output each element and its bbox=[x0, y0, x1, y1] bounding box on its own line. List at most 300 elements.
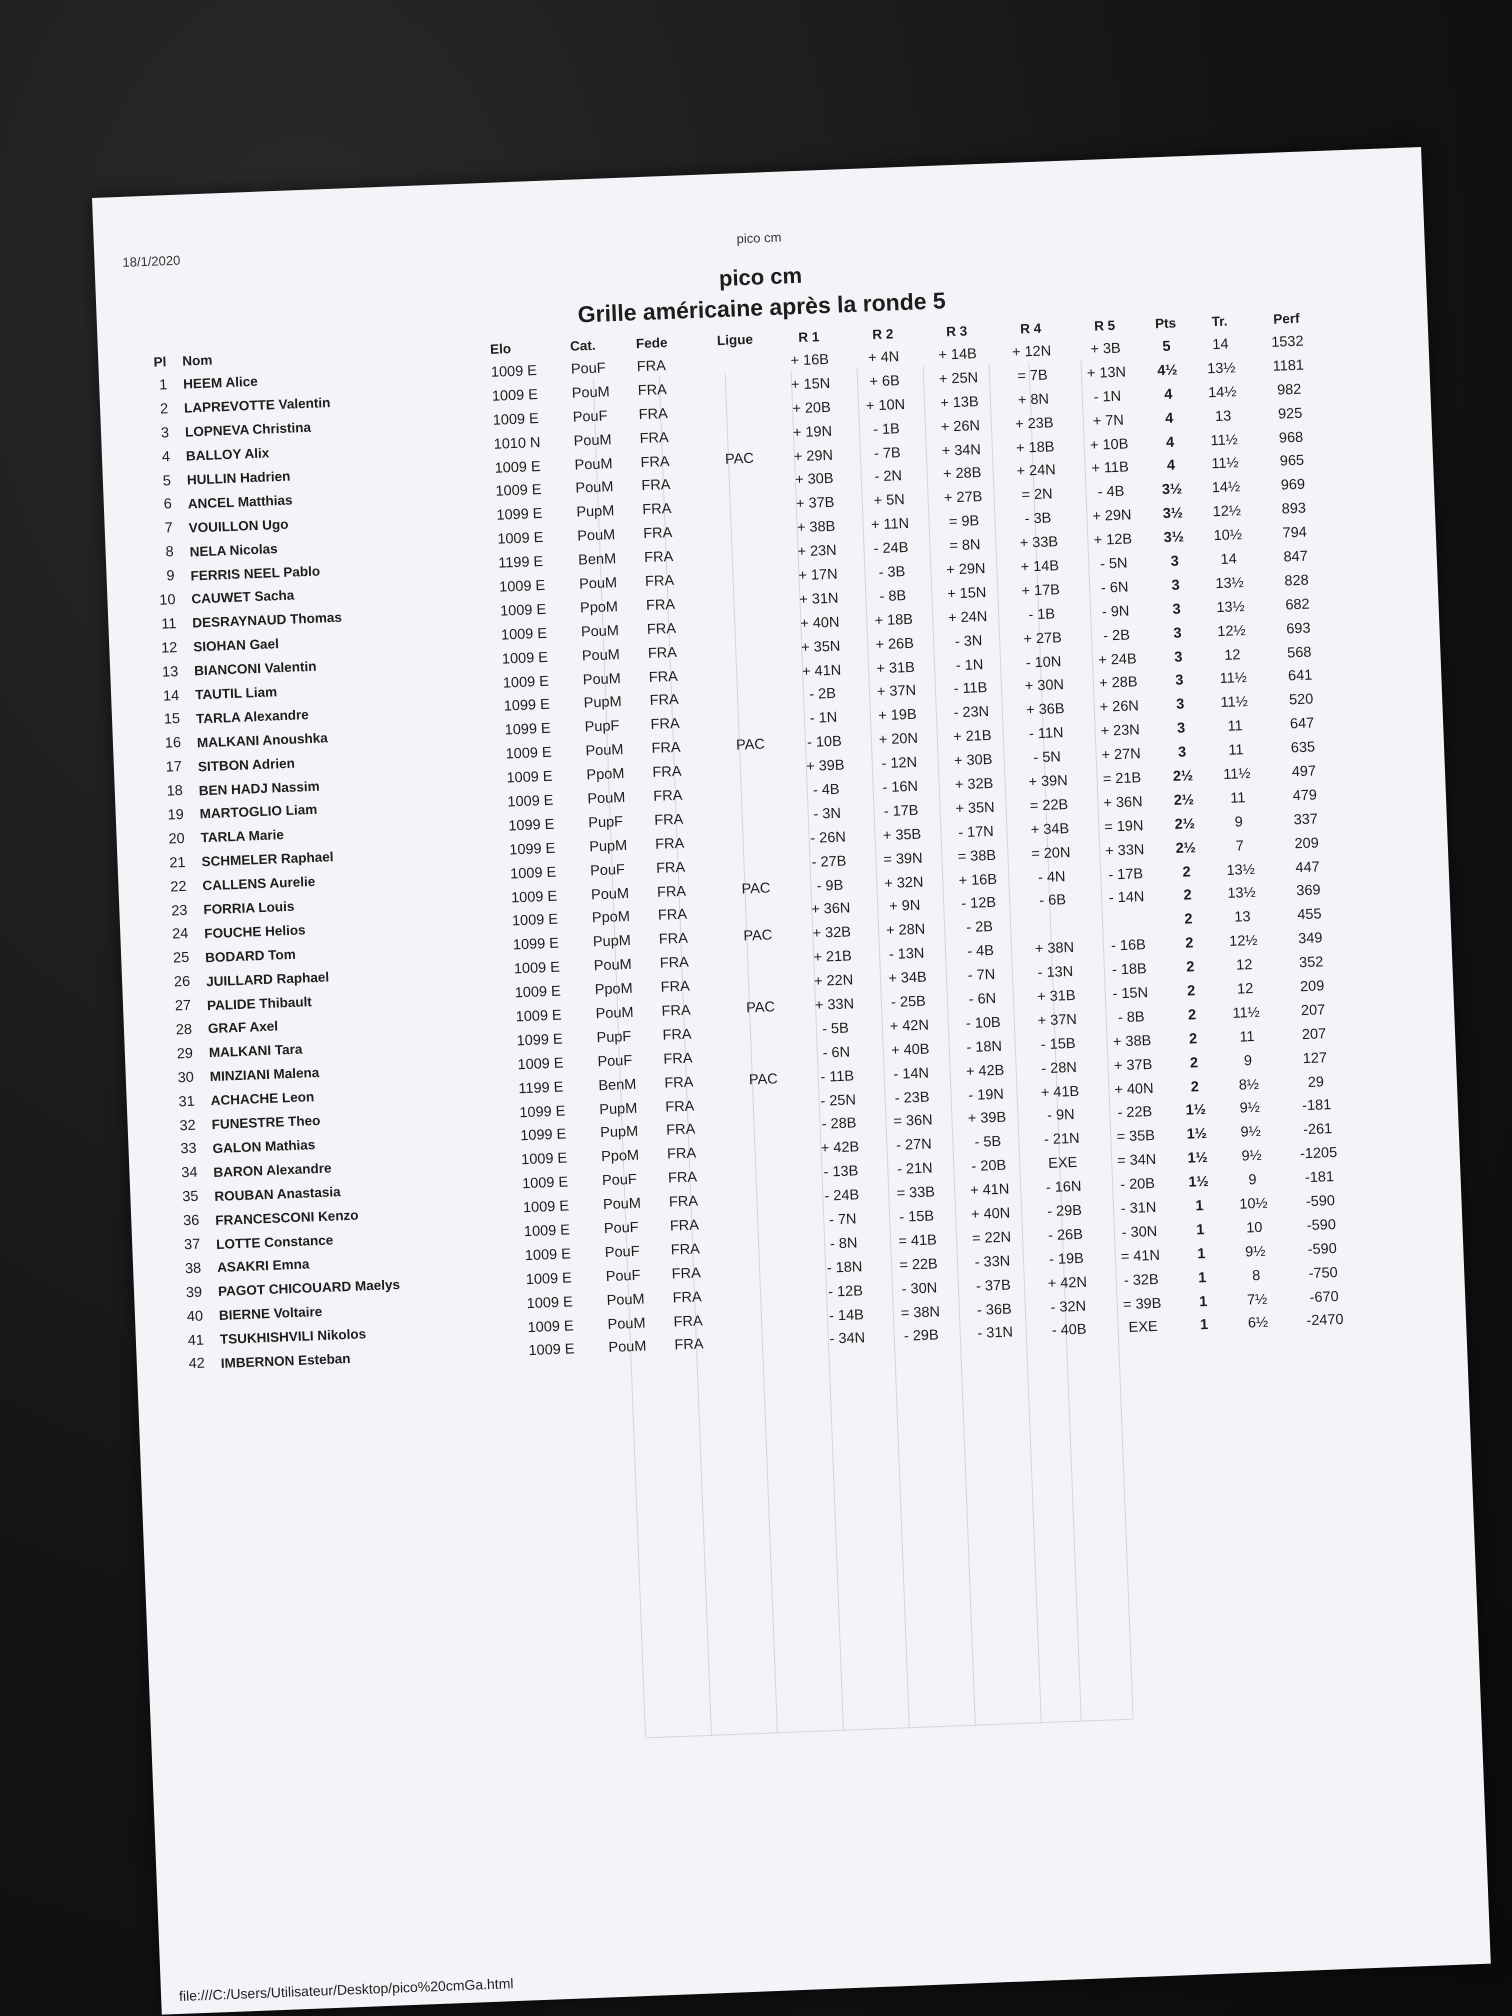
cell-r2: + 40B bbox=[890, 1041, 930, 1059]
cell-perf: 965 bbox=[1279, 453, 1305, 470]
cell-pl: 37 bbox=[183, 1236, 201, 1254]
cell-fede: FRA bbox=[640, 453, 670, 471]
cell-perf: 447 bbox=[1295, 858, 1320, 876]
cell-ligue bbox=[736, 1329, 811, 1356]
cell-r1: + 32B bbox=[812, 924, 852, 943]
cell-fede: FRA bbox=[671, 1265, 702, 1283]
cell-r2: + 35B bbox=[882, 826, 922, 844]
cell-r1: - 18N bbox=[826, 1259, 863, 1277]
cell-tr: 13½ bbox=[1226, 861, 1256, 879]
cell-perf: -2470 bbox=[1306, 1312, 1344, 1330]
cell-tr: 11 bbox=[1239, 1028, 1255, 1046]
cell-perf: 1181 bbox=[1272, 357, 1305, 375]
cell-r1: - 5B bbox=[821, 1020, 850, 1038]
cell-pts: 4 bbox=[1165, 434, 1175, 451]
cell-ligue bbox=[714, 756, 789, 783]
document-title: pico cm bbox=[718, 262, 803, 291]
cell-r1: - 8N bbox=[829, 1235, 858, 1253]
cell-cat: PouM bbox=[590, 885, 630, 903]
cell-perf: 693 bbox=[1286, 620, 1311, 638]
cell-r1: - 28B bbox=[821, 1115, 857, 1134]
cell-elo: 1009 E bbox=[520, 1150, 568, 1169]
cell-r5: - 22B bbox=[1117, 1104, 1153, 1122]
cell-cat: BenM bbox=[577, 551, 617, 569]
cell-elo: 1009 E bbox=[506, 768, 553, 787]
cell-r4: - 21N bbox=[1043, 1131, 1080, 1149]
cell-r3: - 2B bbox=[966, 919, 994, 937]
cell-cat: PupM bbox=[599, 1124, 639, 1142]
print-date: 18/1/2020 bbox=[122, 252, 181, 270]
cell-r5: - 6N bbox=[1100, 579, 1129, 597]
cell-r2: - 7B bbox=[873, 444, 901, 462]
cell-r1: - 26N bbox=[810, 829, 847, 847]
cell-r5: - 8B bbox=[1117, 1009, 1145, 1027]
cell-r1: - 10B bbox=[806, 733, 843, 752]
cell-fede: FRA bbox=[667, 1169, 698, 1187]
cell-pl: 24 bbox=[171, 926, 189, 943]
table-body bbox=[125, 329, 1363, 1378]
cell-perf: 893 bbox=[1281, 500, 1307, 518]
cell-r4: + 17B bbox=[1021, 581, 1061, 600]
cell-fede: FRA bbox=[654, 835, 685, 853]
cell-perf: 349 bbox=[1297, 930, 1323, 948]
cell-ligue bbox=[709, 636, 784, 663]
cell-r2: + 26B bbox=[875, 635, 915, 653]
cell-cat: PouM bbox=[574, 455, 613, 474]
cell-ligue bbox=[704, 493, 779, 520]
cell-pts: 3 bbox=[1172, 601, 1181, 618]
cell-r2: + 4N bbox=[867, 349, 900, 367]
cell-elo: 1009 E bbox=[528, 1341, 575, 1360]
cell-fede: FRA bbox=[648, 668, 679, 686]
cell-perf: 641 bbox=[1287, 667, 1313, 685]
cell-r4: + 34B bbox=[1030, 820, 1070, 839]
cell-fede: FRA bbox=[668, 1193, 699, 1211]
cell-pl: 14 bbox=[162, 687, 180, 705]
cell-tr: 8 bbox=[1251, 1267, 1261, 1284]
cell-r3: + 14B bbox=[938, 346, 978, 364]
cell-r2: + 42N bbox=[889, 1017, 930, 1035]
cell-tr: 7 bbox=[1235, 837, 1245, 855]
cell-fede: FRA bbox=[650, 716, 680, 734]
cell-pts: 1 bbox=[1196, 1221, 1205, 1239]
cell-ligue bbox=[703, 469, 778, 496]
cell-r5: - 18B bbox=[1111, 961, 1148, 979]
cell-pts: 4 bbox=[1164, 410, 1174, 427]
cell-fede: FRA bbox=[657, 907, 688, 925]
cell-tr: 14½ bbox=[1207, 383, 1237, 402]
cell-r2: = 41B bbox=[898, 1232, 938, 1250]
cell-fede: FRA bbox=[654, 811, 684, 829]
cell-perf: 479 bbox=[1292, 787, 1318, 805]
cell-elo: 1009 E bbox=[501, 649, 549, 668]
cell-r3: + 42B bbox=[965, 1062, 1005, 1080]
cell-r4: - 16N bbox=[1045, 1178, 1082, 1197]
cell-r5: + 11B bbox=[1091, 459, 1130, 478]
cell-r4: - 40B bbox=[1051, 1322, 1087, 1340]
cell-tr: 12 bbox=[1224, 646, 1241, 664]
cell-fede: FRA bbox=[665, 1098, 695, 1116]
cell-cat: PouM bbox=[575, 479, 614, 498]
cell-r1: - 25N bbox=[820, 1091, 857, 1110]
cell-r3: - 5B bbox=[974, 1134, 1002, 1152]
cell-ligue: PAC bbox=[741, 880, 771, 898]
cell-ligue: PAC bbox=[745, 999, 776, 1017]
cell-nom: LOPNEVA Christina bbox=[184, 419, 312, 440]
col-header-nom: Nom bbox=[182, 352, 213, 369]
cell-r5: + 3B bbox=[1090, 340, 1121, 358]
cell-r5: - 17B bbox=[1108, 865, 1144, 884]
cell-fede: FRA bbox=[669, 1217, 700, 1235]
cell-pts: 2 bbox=[1187, 1007, 1197, 1024]
cell-cat: PouM bbox=[571, 384, 611, 402]
cell-nom: FRANCESCONI Kenzo bbox=[215, 1207, 359, 1228]
cell-pts: 3½ bbox=[1162, 505, 1184, 523]
cell-r3: = 38B bbox=[957, 847, 997, 865]
col-header-elo: Elo bbox=[489, 340, 512, 357]
cell-elo: 1099 E bbox=[520, 1126, 567, 1145]
cell-pts: 1 bbox=[1197, 1269, 1207, 1286]
cell-elo: 1009 E bbox=[513, 959, 561, 978]
cell-r3: + 21B bbox=[952, 728, 992, 746]
cell-cat: PouF bbox=[589, 861, 626, 880]
cell-pts: 1 bbox=[1198, 1293, 1208, 1310]
cell-r3: + 26N bbox=[940, 417, 981, 436]
cell-r4: - 6B bbox=[1039, 892, 1067, 910]
cell-cat: PouM bbox=[606, 1291, 645, 1309]
cell-cat: PupM bbox=[583, 694, 622, 712]
cell-elo: 1009 E bbox=[507, 792, 554, 811]
cell-pts: 1½ bbox=[1188, 1173, 1209, 1191]
cell-r2: + 9N bbox=[888, 898, 921, 916]
cell-perf: 337 bbox=[1293, 811, 1319, 829]
cell-r4: + 41B bbox=[1040, 1083, 1080, 1101]
cell-r4: + 38N bbox=[1034, 940, 1075, 958]
cell-ligue bbox=[732, 1233, 807, 1260]
cell-r4: + 24N bbox=[1016, 462, 1057, 481]
cell-elo: 1009 E bbox=[524, 1246, 572, 1265]
cell-r5: - 16B bbox=[1110, 937, 1147, 955]
cell-nom: BIERNE Voltaire bbox=[218, 1304, 323, 1324]
cell-nom: FUNESTRE Theo bbox=[211, 1112, 321, 1133]
cell-r1: + 30B bbox=[794, 471, 834, 489]
cell-pts: 2½ bbox=[1175, 839, 1197, 857]
cell-fede: FRA bbox=[642, 501, 672, 519]
cell-elo: 1009 E bbox=[500, 625, 548, 644]
cell-nom: GALON Mathias bbox=[212, 1137, 316, 1157]
cell-pts: 1½ bbox=[1185, 1102, 1207, 1120]
cell-fede: FRA bbox=[647, 644, 678, 662]
cell-r5: EXE bbox=[1128, 1319, 1158, 1337]
cell-tr: 11 bbox=[1228, 742, 1244, 759]
cell-tr: 7½ bbox=[1246, 1291, 1268, 1309]
cell-r3: + 24N bbox=[947, 608, 988, 627]
cell-r5 bbox=[1090, 909, 1165, 936]
cell-perf: 982 bbox=[1276, 381, 1302, 399]
cell-pl: 42 bbox=[188, 1355, 206, 1373]
cell-tr: 13½ bbox=[1227, 885, 1256, 903]
cell-r4: - 3B bbox=[1024, 510, 1052, 528]
cell-pts: 2 bbox=[1185, 935, 1194, 952]
cell-r3: + 15N bbox=[946, 584, 987, 603]
cell-r2: + 20N bbox=[878, 730, 919, 749]
cell-ligue bbox=[717, 827, 792, 854]
cell-r5: + 29N bbox=[1092, 507, 1132, 525]
cell-cat: PpoM bbox=[586, 766, 625, 784]
cell-r5: - 9N bbox=[1101, 603, 1130, 621]
cell-fede: FRA bbox=[643, 549, 674, 567]
cell-r3: + 35N bbox=[955, 799, 995, 818]
cell-nom: ACHACHE Leon bbox=[210, 1089, 315, 1109]
cell-r3: - 6N bbox=[968, 990, 997, 1008]
cell-r2: + 18B bbox=[874, 611, 914, 629]
cell-ligue bbox=[700, 398, 775, 425]
cell-elo: 1009 E bbox=[526, 1294, 574, 1312]
cell-r2: + 5N bbox=[873, 492, 906, 510]
cell-r5: + 23N bbox=[1100, 722, 1141, 740]
cell-r5: = 41N bbox=[1120, 1247, 1161, 1266]
cell-pl: 21 bbox=[169, 854, 186, 872]
cell-pl: 12 bbox=[160, 639, 178, 657]
cell-tr: 11½ bbox=[1210, 431, 1239, 449]
cell-ligue: PAC bbox=[724, 450, 755, 468]
cell-nom: HEEM Alice bbox=[182, 374, 258, 393]
cell-r2: - 21N bbox=[896, 1160, 933, 1179]
cell-pl: 26 bbox=[173, 974, 191, 991]
cell-perf: 29 bbox=[1307, 1073, 1325, 1091]
cell-elo: 1009 E bbox=[525, 1270, 573, 1288]
cell-ligue bbox=[707, 565, 782, 592]
cell-nom: MARTOGLIO Liam bbox=[199, 802, 318, 822]
cell-fede: FRA bbox=[672, 1289, 702, 1307]
cell-ligue bbox=[699, 374, 774, 401]
cell-nom: JUILLARD Raphael bbox=[205, 969, 330, 989]
cell-cat: PouM bbox=[577, 527, 616, 545]
cell-r5: + 28B bbox=[1098, 674, 1138, 693]
cell-ligue bbox=[708, 589, 783, 616]
cell-r3: - 20B bbox=[971, 1157, 1007, 1176]
cell-tr: 12 bbox=[1236, 980, 1254, 998]
cell-r2: + 19B bbox=[878, 707, 917, 725]
cell-r3: - 1N bbox=[955, 656, 984, 674]
cell-r4: + 31B bbox=[1036, 987, 1076, 1006]
cell-ligue bbox=[698, 350, 773, 377]
cell-r4: + 14B bbox=[1020, 558, 1060, 576]
cell-ligue bbox=[722, 971, 797, 998]
cell-r2: + 6B bbox=[869, 372, 901, 391]
cell-perf: 497 bbox=[1291, 763, 1317, 781]
cell-r5: - 15N bbox=[1112, 985, 1149, 1003]
cell-fede: FRA bbox=[651, 740, 681, 758]
cell-r4: = 7B bbox=[1017, 367, 1048, 385]
cell-r1: - 6N bbox=[822, 1044, 851, 1062]
cell-r2: - 3B bbox=[878, 564, 906, 582]
cell-perf: -181 bbox=[1304, 1169, 1335, 1187]
cell-perf: 520 bbox=[1288, 691, 1314, 709]
col-header-perf: Perf bbox=[1273, 310, 1300, 327]
cell-tr: 11½ bbox=[1211, 455, 1239, 473]
cell-r3: - 4B bbox=[966, 943, 995, 961]
cell-pl: 39 bbox=[185, 1284, 203, 1301]
cell-r5: = 21B bbox=[1102, 770, 1142, 788]
cell-r1: - 2B bbox=[809, 686, 837, 704]
cell-tr: 11 bbox=[1227, 718, 1243, 735]
cell-tr: 13½ bbox=[1215, 574, 1245, 592]
cell-r1: - 14B bbox=[828, 1306, 865, 1325]
cell-pts: 2 bbox=[1182, 863, 1192, 881]
cell-cat: PouM bbox=[573, 431, 612, 450]
cell-r4: + 39N bbox=[1028, 772, 1068, 791]
cell-r4: - 4N bbox=[1037, 868, 1066, 886]
cell-perf: 969 bbox=[1280, 476, 1306, 494]
cell-nom: MINZIANI Malena bbox=[209, 1065, 320, 1085]
cell-nom: TARLA Alexandre bbox=[195, 706, 310, 727]
cell-pl: 36 bbox=[182, 1212, 200, 1230]
cell-tr: 9½ bbox=[1239, 1100, 1261, 1118]
cell-tr: 12 bbox=[1235, 957, 1253, 974]
cell-r2: = 22B bbox=[899, 1256, 938, 1274]
cell-pl: 1 bbox=[158, 377, 168, 394]
cell-r5: = 19N bbox=[1104, 817, 1144, 836]
cell-perf: 207 bbox=[1301, 1026, 1327, 1043]
cell-ligue bbox=[718, 851, 793, 878]
cell-r4: + 37N bbox=[1037, 1011, 1078, 1030]
cell-pl: 4 bbox=[161, 448, 171, 466]
cell-r3: - 11B bbox=[953, 680, 988, 698]
cell-nom: TARLA Marie bbox=[200, 827, 285, 846]
cell-pts: 3½ bbox=[1161, 481, 1183, 499]
cell-r3: - 31N bbox=[977, 1324, 1014, 1343]
cell-pl: 19 bbox=[167, 806, 185, 824]
cell-ligue bbox=[728, 1114, 803, 1141]
document-subtitle: Grille américaine après la ronde 5 bbox=[577, 287, 947, 328]
cell-tr: 9½ bbox=[1240, 1124, 1262, 1141]
cell-r4: + 12N bbox=[1011, 343, 1052, 361]
cell-elo: 1009 E bbox=[492, 410, 540, 429]
cell-ligue bbox=[735, 1305, 810, 1332]
cell-r3: - 18N bbox=[966, 1038, 1003, 1056]
cell-r4: + 33B bbox=[1019, 534, 1059, 552]
cell-pl: 13 bbox=[161, 663, 179, 681]
cell-fede: FRA bbox=[638, 405, 669, 423]
cell-tr: 8½ bbox=[1238, 1076, 1260, 1094]
cell-perf: 794 bbox=[1282, 524, 1308, 542]
cell-r3: - 19N bbox=[968, 1086, 1005, 1104]
cell-pl: 18 bbox=[166, 783, 184, 800]
cell-r4: - 29B bbox=[1046, 1202, 1083, 1221]
cell-fede: FRA bbox=[666, 1145, 697, 1163]
cell-r1: - 34N bbox=[829, 1330, 866, 1348]
cell-r1: + 23N bbox=[797, 542, 837, 561]
cell-cat: PpoM bbox=[591, 909, 631, 927]
cell-r4: + 18B bbox=[1015, 438, 1055, 457]
cell-elo: 1009 E bbox=[522, 1198, 570, 1217]
cell-elo: 1199 E bbox=[498, 554, 544, 572]
cell-r1: + 38B bbox=[796, 518, 836, 537]
cell-tr: 13 bbox=[1214, 408, 1232, 425]
cell-r2: - 25B bbox=[890, 993, 927, 1011]
cell-r4: - 32N bbox=[1050, 1298, 1087, 1316]
cell-r2: + 34B bbox=[888, 969, 927, 988]
footer-file-path: file:///C:/Users/Utilisateur/Desktop/pico%20cmGa.html bbox=[178, 1975, 514, 2004]
cell-r3: + 34N bbox=[941, 441, 982, 460]
cell-cat: PupM bbox=[592, 933, 632, 951]
cell-perf: 127 bbox=[1302, 1049, 1328, 1067]
cell-r5: + 13N bbox=[1086, 364, 1127, 382]
cell-nom: VOUILLON Ugo bbox=[188, 516, 289, 536]
cell-nom: MALKANI Tara bbox=[208, 1041, 303, 1061]
cell-pts: 3 bbox=[1177, 744, 1187, 761]
cell-r1: + 41N bbox=[801, 662, 842, 680]
cell-pl: 28 bbox=[175, 1021, 193, 1039]
cell-cat: PupF bbox=[596, 1028, 632, 1047]
cell-r4: EXE bbox=[1047, 1155, 1078, 1173]
cell-perf: 647 bbox=[1289, 715, 1315, 733]
cell-r4: - 1B bbox=[1028, 606, 1056, 624]
cell-cat: PouM bbox=[595, 1004, 634, 1023]
cell-perf: 828 bbox=[1284, 572, 1309, 590]
cell-nom: CAUWET Sacha bbox=[191, 587, 295, 607]
cell-elo: 1009 E bbox=[527, 1317, 574, 1336]
cell-cat: PouM bbox=[602, 1195, 642, 1214]
cell-ligue bbox=[712, 708, 787, 735]
cell-r4: = 22B bbox=[1029, 796, 1069, 815]
cell-nom: SIOHAN Gael bbox=[193, 636, 280, 655]
cell-perf: -590 bbox=[1306, 1216, 1337, 1235]
cell-pts: 3 bbox=[1174, 672, 1184, 690]
cell-r1: + 17N bbox=[798, 566, 838, 585]
cell-elo: 1009 E bbox=[499, 601, 547, 620]
cell-r2: = 38N bbox=[900, 1303, 941, 1322]
cell-elo: 1009 E bbox=[490, 362, 538, 381]
cell-pts: 1½ bbox=[1187, 1150, 1209, 1167]
cell-perf: 209 bbox=[1299, 978, 1325, 996]
cell-r1: - 3N bbox=[813, 805, 842, 823]
cell-ligue bbox=[731, 1209, 806, 1236]
cell-pl: 23 bbox=[170, 902, 188, 920]
cell-r2: + 11N bbox=[870, 516, 910, 534]
cell-pts: 2 bbox=[1184, 911, 1193, 928]
cell-tr: 12½ bbox=[1228, 933, 1258, 951]
cell-r4: - 26B bbox=[1047, 1226, 1084, 1244]
cell-tr: 9 bbox=[1243, 1052, 1253, 1070]
cell-cat: PupF bbox=[588, 813, 624, 832]
cell-elo: 1009 E bbox=[498, 577, 546, 596]
cell-tr: 14 bbox=[1212, 336, 1229, 354]
col-header-fede: Fede bbox=[635, 334, 668, 351]
cell-cat: PouF bbox=[603, 1219, 639, 1238]
cell-pl: 34 bbox=[181, 1165, 198, 1182]
cell-nom: PAGOT CHICOUARD Maelys bbox=[217, 1277, 401, 1300]
cell-pl: 16 bbox=[164, 735, 182, 752]
cell-tr: 12½ bbox=[1212, 503, 1242, 521]
cell-ligue bbox=[730, 1186, 805, 1213]
cell-r1: + 20B bbox=[792, 399, 832, 417]
cell-cat: PouF bbox=[605, 1267, 641, 1285]
cell-cat: PouM bbox=[585, 742, 624, 760]
cell-r1: - 7N bbox=[828, 1211, 857, 1229]
cell-tr: 13½ bbox=[1216, 598, 1245, 616]
cell-nom: TSUKHISHVILI Nikolos bbox=[219, 1326, 367, 1347]
cell-perf: 635 bbox=[1290, 739, 1316, 757]
cell-elo: 1010 N bbox=[493, 434, 541, 453]
cell-r4: + 8N bbox=[1017, 391, 1050, 409]
cell-r4: - 5N bbox=[1033, 749, 1062, 767]
cell-nom: BODARD Tom bbox=[204, 946, 296, 966]
cell-r5: = 34N bbox=[1116, 1152, 1157, 1170]
cell-fede: FRA bbox=[643, 525, 673, 543]
cell-r3: - 3N bbox=[954, 632, 983, 650]
